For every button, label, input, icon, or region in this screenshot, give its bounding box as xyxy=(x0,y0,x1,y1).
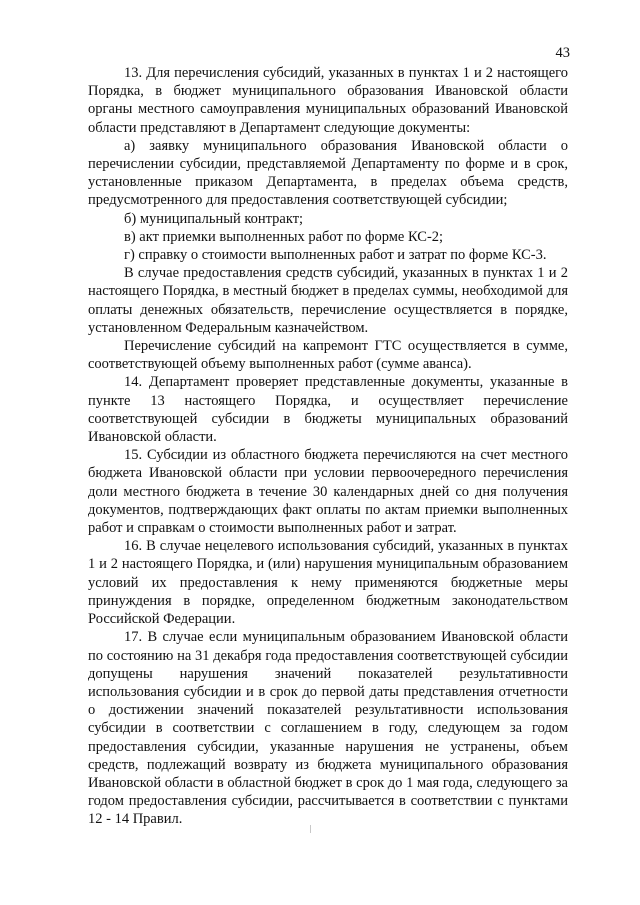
paragraph-15: 15. Субсидии из областного бюджета перечисляются на счет местного бюджета Ивановской области при условии первоочередного перечисления доли местного бюджета в течение 30 календарных дней со дня получения документов, подтверждающих факт оплаты по актам приемки выполненных работ и справкам о стоимости выполненных работ и затрат. xyxy=(88,447,568,537)
document-body xyxy=(88,64,568,829)
document-item-b: б) муниципальный контракт; xyxy=(124,210,304,227)
paragraph-17: 17. В случае если муниципальным образованием Ивановской области по состоянию на 31 декабря года предоставления соответствующей субсидии допущены нарушения значений показателей результативности использования субсидии и в срок до первой даты представления отчетности о достижении значений показателей результативности использования субсидии в соответствии с соглашением в году, следующем за годом предоставления субсидии, указанные нарушения не устранены, объем средств, подлежащий возврату из бюджета муниципального образования Ивановской области в областной бюджет в срок до 1 мая года, следующего за годом предоставления субсидии, рассчитывается в соответствии с пунктами 12 - 14 Правил. xyxy=(88,629,568,828)
paragraph-subsidy-transfer-local-budget: В случае предоставления средств субсидий, указанных в пунктах 1 и 2 настоящего Порядка, в местный бюджет в пределах суммы, необходимой для оплаты денежных обязательств, перечисление осуществляется в порядке, установленном Федеральным казначейством. xyxy=(88,265,568,336)
paragraph-hydraulic-structures-repair: Перечисление субсидий на капремонт ГТС осуществляется в сумме, соответствующей объему выполненных работ (сумме аванса). xyxy=(88,338,568,373)
paragraph-13: 13. Для перечисления субсидий, указанных в пунктах 1 и 2 настоящего Порядка, в бюджет муниципального образования Ивановской области органы местного самоуправления муниципальных образований Ивановской области представляют в Департамент следующие документы: xyxy=(88,65,568,136)
page-number: 43 xyxy=(555,45,570,61)
scan-mark xyxy=(310,825,311,833)
paragraph-16: 16. В случае нецелевого использования субсидий, указанных в пунктах 1 и 2 настоящего Порядка, и (или) нарушения муниципальным образованием условий их предоставления к нему применяются бюджетные меры принуждения в порядке, определенном бюджетным законодательством Российской Федерации. xyxy=(88,538,568,628)
paragraph-14: 14. Департамент проверяет представленные документы, указанные в пункте 13 настоящего Порядка, и осуществляет перечисление соответствующей субсидии в бюджеты муниципальных образований Ивановской области. xyxy=(88,374,568,446)
document-item-g: г) справку о стоимости выполненных работ и затрат по форме КС-3. xyxy=(124,247,547,264)
document-item-v: в) акт приемки выполненных работ по форме КС-2; xyxy=(124,228,444,245)
document-item-a: а) заявку муниципального образования Ивановской области о перечислении субсидии, представляемой Департаменту по форме и в срок, установленные приказом Департамента, в пределах объема средств, предусмотренного для предоставления соответствующей субсидии; xyxy=(88,137,568,209)
